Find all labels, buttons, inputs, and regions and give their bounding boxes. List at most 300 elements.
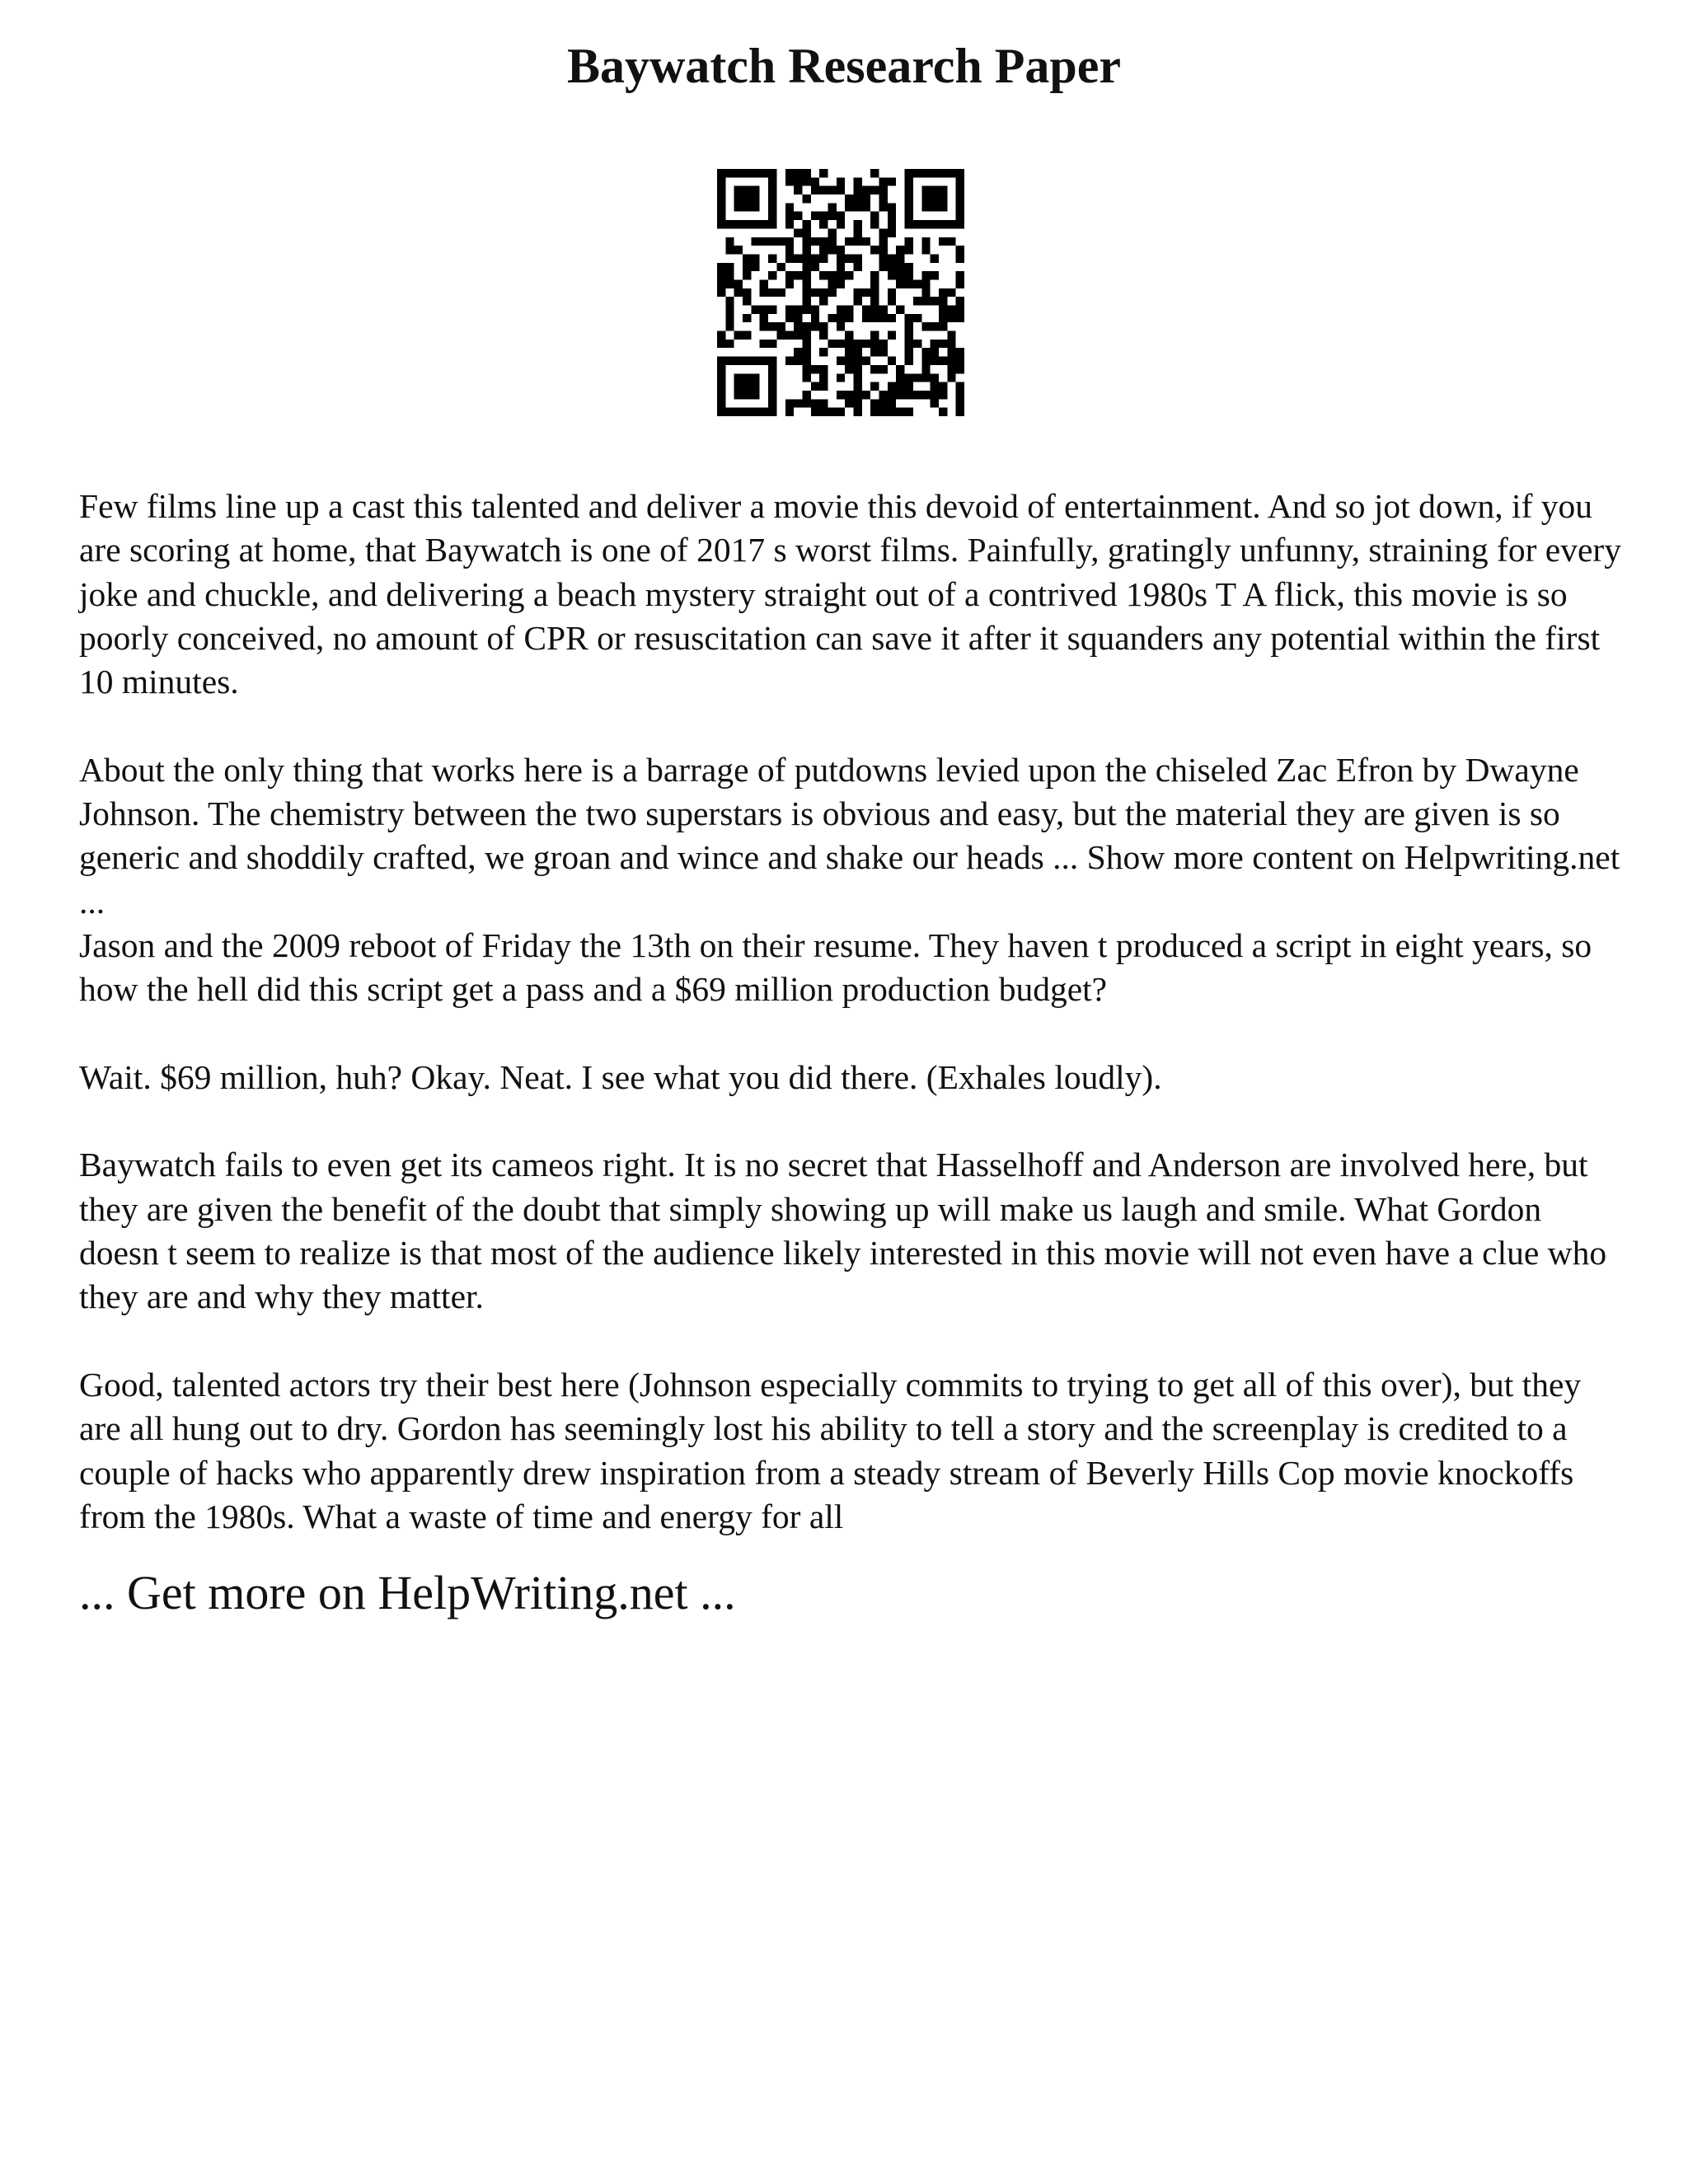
qr-module — [785, 314, 794, 322]
qr-module — [879, 408, 888, 416]
qr-module — [913, 340, 921, 348]
qr-module — [913, 391, 921, 399]
qr-module — [802, 288, 810, 297]
qr-module — [854, 297, 862, 305]
qr-module — [751, 373, 759, 382]
qr-module — [760, 357, 768, 365]
qr-module — [931, 186, 939, 194]
paragraph-actors: Good, talented actors try their best here (Johnson especially commits to trying to get all of this over), but they are all hung out to dry. Gordon has seemingly lost his ability to tell a story and the screenplay is credited to a couple of hacks who apparently drew inspiration from a steady stream of Beverly Hills Cop movie knockoffs from the 1980s. What a waste of time and energy for all — [79, 1365, 1582, 1535]
qr-module — [819, 348, 828, 356]
qr-module — [905, 279, 913, 288]
qr-module — [939, 297, 947, 305]
qr-module — [879, 391, 888, 399]
qr-module — [751, 357, 759, 365]
qr-module — [760, 314, 768, 322]
qr-module — [768, 212, 776, 220]
qr-module — [837, 177, 845, 185]
qr-module — [785, 279, 794, 288]
qr-module — [811, 254, 819, 262]
qr-module — [905, 212, 913, 220]
qr-module — [870, 220, 879, 228]
qr-module — [785, 331, 794, 340]
qr-module — [743, 186, 751, 194]
qr-module — [734, 382, 743, 391]
qr-module — [939, 408, 947, 416]
qr-module — [931, 399, 939, 407]
qr-module — [947, 237, 955, 246]
qr-module — [896, 246, 904, 254]
qr-module — [845, 194, 853, 203]
qr-module — [870, 331, 879, 340]
qr-module — [947, 373, 955, 382]
qr-module — [776, 288, 785, 297]
qr-module — [939, 322, 947, 330]
qr-module — [956, 365, 964, 373]
qr-module — [802, 263, 810, 271]
qr-module — [819, 297, 828, 305]
qr-module — [854, 340, 862, 348]
qr-module — [854, 228, 862, 237]
qr-module — [802, 399, 810, 407]
qr-module — [905, 220, 913, 228]
qr-module — [854, 237, 862, 246]
qr-module — [931, 169, 939, 177]
qr-module — [785, 399, 794, 407]
qr-module — [751, 194, 759, 203]
qr-module — [819, 288, 828, 297]
qr-module — [819, 408, 828, 416]
qr-module — [811, 314, 819, 322]
qr-module — [760, 237, 768, 246]
qr-module — [760, 288, 768, 297]
qr-module — [717, 365, 725, 373]
qr-module — [751, 263, 759, 271]
qr-module — [785, 306, 794, 314]
qr-module — [819, 246, 828, 254]
qr-module — [931, 340, 939, 348]
qr-module — [921, 288, 930, 297]
qr-module — [862, 314, 870, 322]
qr-module — [921, 279, 930, 288]
qr-module — [751, 382, 759, 391]
qr-module — [837, 246, 845, 254]
qr-module — [870, 348, 879, 356]
qr-module — [776, 237, 785, 246]
qr-module — [734, 194, 743, 203]
qr-module — [785, 357, 794, 365]
qr-module — [913, 279, 921, 288]
qr-module — [751, 391, 759, 399]
qr-module — [725, 271, 734, 279]
qr-module — [896, 391, 904, 399]
qr-module — [802, 306, 810, 314]
qr-module — [956, 391, 964, 399]
qr-module — [956, 177, 964, 185]
qr-module — [956, 194, 964, 203]
qr-module — [921, 186, 930, 194]
qr-module — [743, 203, 751, 211]
qr-module — [837, 391, 845, 399]
qr-module — [879, 263, 888, 271]
qr-module — [802, 271, 810, 279]
qr-module — [888, 254, 896, 262]
qr-code-icon[interactable] — [717, 169, 964, 416]
qr-module — [717, 212, 725, 220]
qr-module — [931, 357, 939, 365]
qr-module — [879, 340, 888, 348]
qr-module — [905, 186, 913, 194]
qr-module — [854, 194, 862, 203]
qr-module — [717, 357, 725, 365]
qr-module — [905, 314, 913, 322]
qr-module — [828, 246, 836, 254]
qr-module — [743, 357, 751, 365]
qr-module — [828, 186, 836, 194]
qr-module — [888, 177, 896, 185]
qr-module — [862, 186, 870, 194]
qr-module — [794, 271, 802, 279]
qr-module — [913, 297, 921, 305]
qr-module — [725, 279, 734, 288]
qr-module — [751, 408, 759, 416]
qr-module — [888, 391, 896, 399]
qr-module — [854, 365, 862, 373]
qr-module — [802, 228, 810, 237]
qr-module — [854, 288, 862, 297]
qr-module — [956, 382, 964, 391]
qr-module — [776, 331, 785, 340]
qr-module — [931, 194, 939, 203]
qr-module — [854, 382, 862, 391]
qr-module — [854, 254, 862, 262]
qr-module — [888, 408, 896, 416]
qr-module — [725, 297, 734, 305]
qr-module — [768, 271, 776, 279]
paragraph-cameos: Baywatch fails to even get its cameos right. It is no secret that Hasselhoff and Anderson are involved here, but they are given the benefit of the doubt that simply showing up will make us laugh and smile. What Gordon doesn t seem to realize is that most of the audience likely interested in this movie will not even have a clue who they are and why they matter. — [79, 1146, 1607, 1316]
qr-module — [794, 212, 802, 220]
qr-module — [768, 220, 776, 228]
qr-module — [785, 237, 794, 246]
qr-module — [717, 169, 725, 177]
qr-module — [905, 322, 913, 330]
qr-module — [802, 331, 810, 340]
qr-module — [845, 357, 853, 365]
qr-module — [888, 297, 896, 305]
qr-module — [921, 246, 930, 254]
qr-module — [743, 288, 751, 297]
qr-module — [768, 177, 776, 185]
qr-module — [819, 399, 828, 407]
qr-module — [845, 203, 853, 211]
qr-module — [956, 399, 964, 407]
qr-module — [845, 391, 853, 399]
qr-module — [802, 246, 810, 254]
qr-module — [828, 203, 836, 211]
qr-module — [802, 391, 810, 399]
qr-module — [896, 408, 904, 416]
qr-module — [854, 186, 862, 194]
qr-module — [802, 297, 810, 305]
qr-module — [837, 314, 845, 322]
qr-module — [734, 203, 743, 211]
qr-module — [947, 340, 955, 348]
page-title: Baywatch Research Paper — [566, 39, 1122, 93]
qr-module — [921, 365, 930, 373]
qr-module — [734, 373, 743, 382]
qr-module — [956, 203, 964, 211]
qr-module — [802, 348, 810, 356]
qr-module — [785, 177, 794, 185]
qr-module — [956, 186, 964, 194]
qr-module — [811, 177, 819, 185]
qr-module — [743, 408, 751, 416]
qr-module — [931, 271, 939, 279]
qr-module — [811, 263, 819, 271]
qr-module — [947, 357, 955, 365]
qr-module — [845, 331, 853, 340]
qr-module — [743, 391, 751, 399]
get-more-link[interactable]: ... Get more on HelpWriting.net ... — [79, 1566, 736, 1619]
qr-module — [751, 186, 759, 194]
qr-module — [939, 391, 947, 399]
qr-module — [905, 357, 913, 365]
qr-module — [802, 237, 810, 246]
qr-module — [939, 288, 947, 297]
qr-module — [921, 297, 930, 305]
qr-module — [939, 203, 947, 211]
qr-module — [870, 408, 879, 416]
qr-module — [794, 186, 802, 194]
qr-module — [905, 237, 913, 246]
qr-module — [879, 306, 888, 314]
qr-module — [751, 237, 759, 246]
qr-module — [931, 220, 939, 228]
qr-module — [956, 357, 964, 365]
qr-module — [734, 331, 743, 340]
qr-module — [802, 357, 810, 365]
qr-module — [854, 408, 862, 416]
qr-module — [921, 348, 930, 356]
qr-module — [794, 357, 802, 365]
qr-module — [743, 169, 751, 177]
qr-module — [939, 169, 947, 177]
qr-module — [768, 237, 776, 246]
qr-module — [794, 348, 802, 356]
qr-module — [717, 186, 725, 194]
qr-module — [794, 306, 802, 314]
qr-module — [794, 399, 802, 407]
qr-module — [811, 306, 819, 314]
qr-module — [819, 220, 828, 228]
qr-module — [725, 340, 734, 348]
qr-module — [751, 220, 759, 228]
qr-module — [734, 288, 743, 297]
qr-module — [939, 306, 947, 314]
qr-module — [939, 340, 947, 348]
qr-module — [785, 408, 794, 416]
qr-module — [845, 399, 853, 407]
qr-module — [905, 203, 913, 211]
qr-module — [760, 169, 768, 177]
qr-module — [734, 391, 743, 399]
qr-module — [931, 254, 939, 262]
qr-module — [828, 228, 836, 237]
qr-module — [854, 348, 862, 356]
qr-module — [743, 271, 751, 279]
qr-module — [956, 271, 964, 279]
qr-module — [819, 186, 828, 194]
qr-module — [725, 237, 734, 246]
qr-module — [913, 373, 921, 382]
paragraph-intro: Few films line up a cast this talented and deliver a movie this devoid of entertainment. And so jot down, if you are scoring at home, that Baywatch is one of 2017 s worst films. Painfully, gratingly unfunny, straining for every joke and chuckle, and delivering a beach mystery straight out of a contrived 1980s T A flick, this movie is so poorly conceived, no amount of CPR or resuscitation can save it after it squanders any potential within the first 10 minutes. — [79, 487, 1621, 701]
qr-module — [921, 391, 930, 399]
qr-module — [931, 348, 939, 356]
qr-module — [845, 271, 853, 279]
qr-module — [768, 306, 776, 314]
qr-module — [811, 288, 819, 297]
qr-module — [939, 220, 947, 228]
qr-module — [888, 203, 896, 211]
qr-module — [947, 331, 955, 340]
qr-module — [785, 169, 794, 177]
qr-module — [794, 314, 802, 322]
qr-module — [794, 254, 802, 262]
qr-module — [905, 271, 913, 279]
qr-module — [828, 314, 836, 322]
qr-module — [751, 203, 759, 211]
qr-module — [743, 331, 751, 340]
qr-module — [837, 373, 845, 382]
qr-module — [956, 297, 964, 305]
qr-module — [751, 306, 759, 314]
qr-module — [785, 271, 794, 279]
qr-module — [768, 288, 776, 297]
qr-module — [717, 331, 725, 340]
qr-module — [768, 254, 776, 262]
qr-module — [768, 169, 776, 177]
qr-module — [802, 279, 810, 288]
qr-module — [879, 203, 888, 211]
qr-module — [905, 169, 913, 177]
qr-module — [879, 314, 888, 322]
qr-module — [888, 314, 896, 322]
qr-module — [956, 279, 964, 288]
qr-module — [794, 322, 802, 330]
qr-module — [921, 373, 930, 382]
qr-module — [896, 254, 904, 262]
qr-module — [768, 322, 776, 330]
qr-module — [717, 177, 725, 185]
qr-module — [939, 382, 947, 391]
qr-module — [717, 340, 725, 348]
qr-module — [734, 357, 743, 365]
qr-module — [956, 246, 964, 254]
qr-module — [870, 246, 879, 254]
qr-module — [921, 271, 930, 279]
qr-module — [931, 373, 939, 382]
qr-module — [811, 408, 819, 416]
qr-module — [888, 288, 896, 297]
qr-module — [828, 237, 836, 246]
qr-module — [734, 408, 743, 416]
qr-module — [905, 408, 913, 416]
qr-module — [768, 357, 776, 365]
qr-module — [888, 271, 896, 279]
qr-module — [760, 340, 768, 348]
qr-module — [854, 203, 862, 211]
qr-module — [845, 254, 853, 262]
qr-module — [717, 288, 725, 297]
qr-module — [888, 220, 896, 228]
qr-module — [760, 220, 768, 228]
qr-module — [956, 212, 964, 220]
qr-module — [931, 297, 939, 305]
qr-module — [811, 186, 819, 194]
qr-code-graphic — [717, 169, 964, 416]
qr-module — [956, 408, 964, 416]
qr-module — [921, 220, 930, 228]
qr-module — [896, 271, 904, 279]
qr-module — [837, 322, 845, 330]
qr-module — [854, 357, 862, 365]
qr-module — [888, 331, 896, 340]
qr-module — [862, 306, 870, 314]
qr-module — [725, 322, 734, 330]
qr-module — [802, 220, 810, 228]
qr-module — [785, 220, 794, 228]
qr-module — [862, 288, 870, 297]
qr-module — [896, 263, 904, 271]
qr-module — [862, 194, 870, 203]
qr-module — [819, 169, 828, 177]
qr-module — [921, 357, 930, 365]
qr-module — [837, 340, 845, 348]
qr-module — [768, 408, 776, 416]
qr-module — [905, 391, 913, 399]
qr-module — [896, 306, 904, 314]
qr-module — [837, 306, 845, 314]
qr-module — [888, 357, 896, 365]
qr-module — [802, 340, 810, 348]
qr-module — [717, 279, 725, 288]
qr-module — [743, 373, 751, 382]
qr-module — [734, 220, 743, 228]
qr-module — [947, 220, 955, 228]
qr-module — [845, 306, 853, 314]
qr-module — [845, 365, 853, 373]
qr-module — [717, 194, 725, 203]
qr-module — [956, 314, 964, 322]
qr-module — [794, 169, 802, 177]
qr-module — [862, 340, 870, 348]
qr-module — [768, 373, 776, 382]
qr-module — [896, 373, 904, 382]
qr-module — [802, 373, 810, 382]
qr-module — [828, 340, 836, 348]
qr-module — [896, 279, 904, 288]
qr-module — [751, 254, 759, 262]
qr-module — [717, 271, 725, 279]
qr-module — [768, 203, 776, 211]
qr-module — [819, 271, 828, 279]
qr-module — [870, 288, 879, 297]
qr-module — [717, 373, 725, 382]
qr-module — [837, 271, 845, 279]
qr-module — [879, 177, 888, 185]
paragraph-writers: Jason and the 2009 reboot of Friday the 13th on their resume. They haven t produced a script in eight years, so how the hell did this script get a pass and a $69 million production budget? — [79, 926, 1592, 1009]
qr-module — [837, 263, 845, 271]
qr-module — [785, 254, 794, 262]
